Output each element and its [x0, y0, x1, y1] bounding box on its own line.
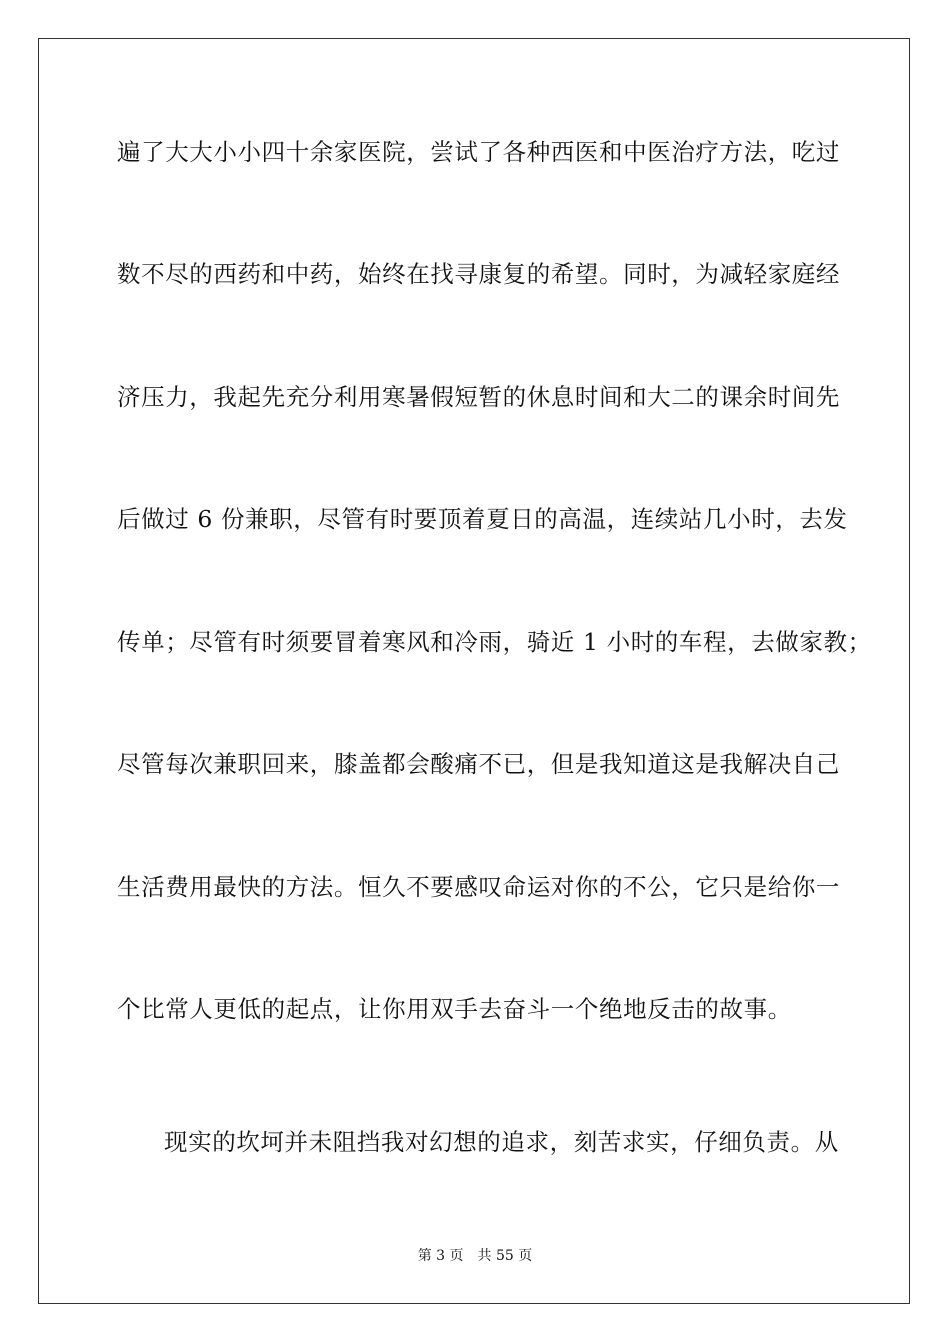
page-border [38, 38, 910, 1304]
body-text-line: 尽管每次兼职回来，膝盖都会酸痛不已，但是我知道这是我解决自己 [117, 750, 840, 778]
page-footer [0, 1247, 950, 1265]
body-text-line: 传单；尽管有时须要冒着寒风和冷雨，骑近 1 小时的车程，去做家教； [117, 628, 872, 656]
body-text-line: 数不尽的西药和中药，始终在找寻康复的希望。同时，为减轻家庭经 [117, 260, 840, 288]
page-number: 第 3 页 [417, 1248, 464, 1264]
body-text-line: 个比常人更低的起点，让你用双手去奋斗一个绝地反击的故事。 [117, 995, 792, 1023]
body-text-line: 济压力，我起先充分利用寒暑假短暂的休息时间和大二的课余时间先 [117, 383, 840, 411]
total-pages: 共 55 页 [477, 1248, 533, 1264]
paragraph-first-line: 现实的坎坷并未阻挡我对幻想的追求，刻苦求实，仔细负责。从 [164, 1128, 839, 1156]
body-text-line: 后做过 6 份兼职，尽管有时要顶着夏日的高温，连续站几小时，去发 [117, 505, 848, 533]
body-text-line: 遍了大大小小四十余家医院，尝试了各种西医和中医治疗方法，吃过 [117, 138, 840, 166]
body-text-line: 生活费用最快的方法。恒久不要感叹命运对你的不公，它只是给你一 [117, 873, 840, 901]
